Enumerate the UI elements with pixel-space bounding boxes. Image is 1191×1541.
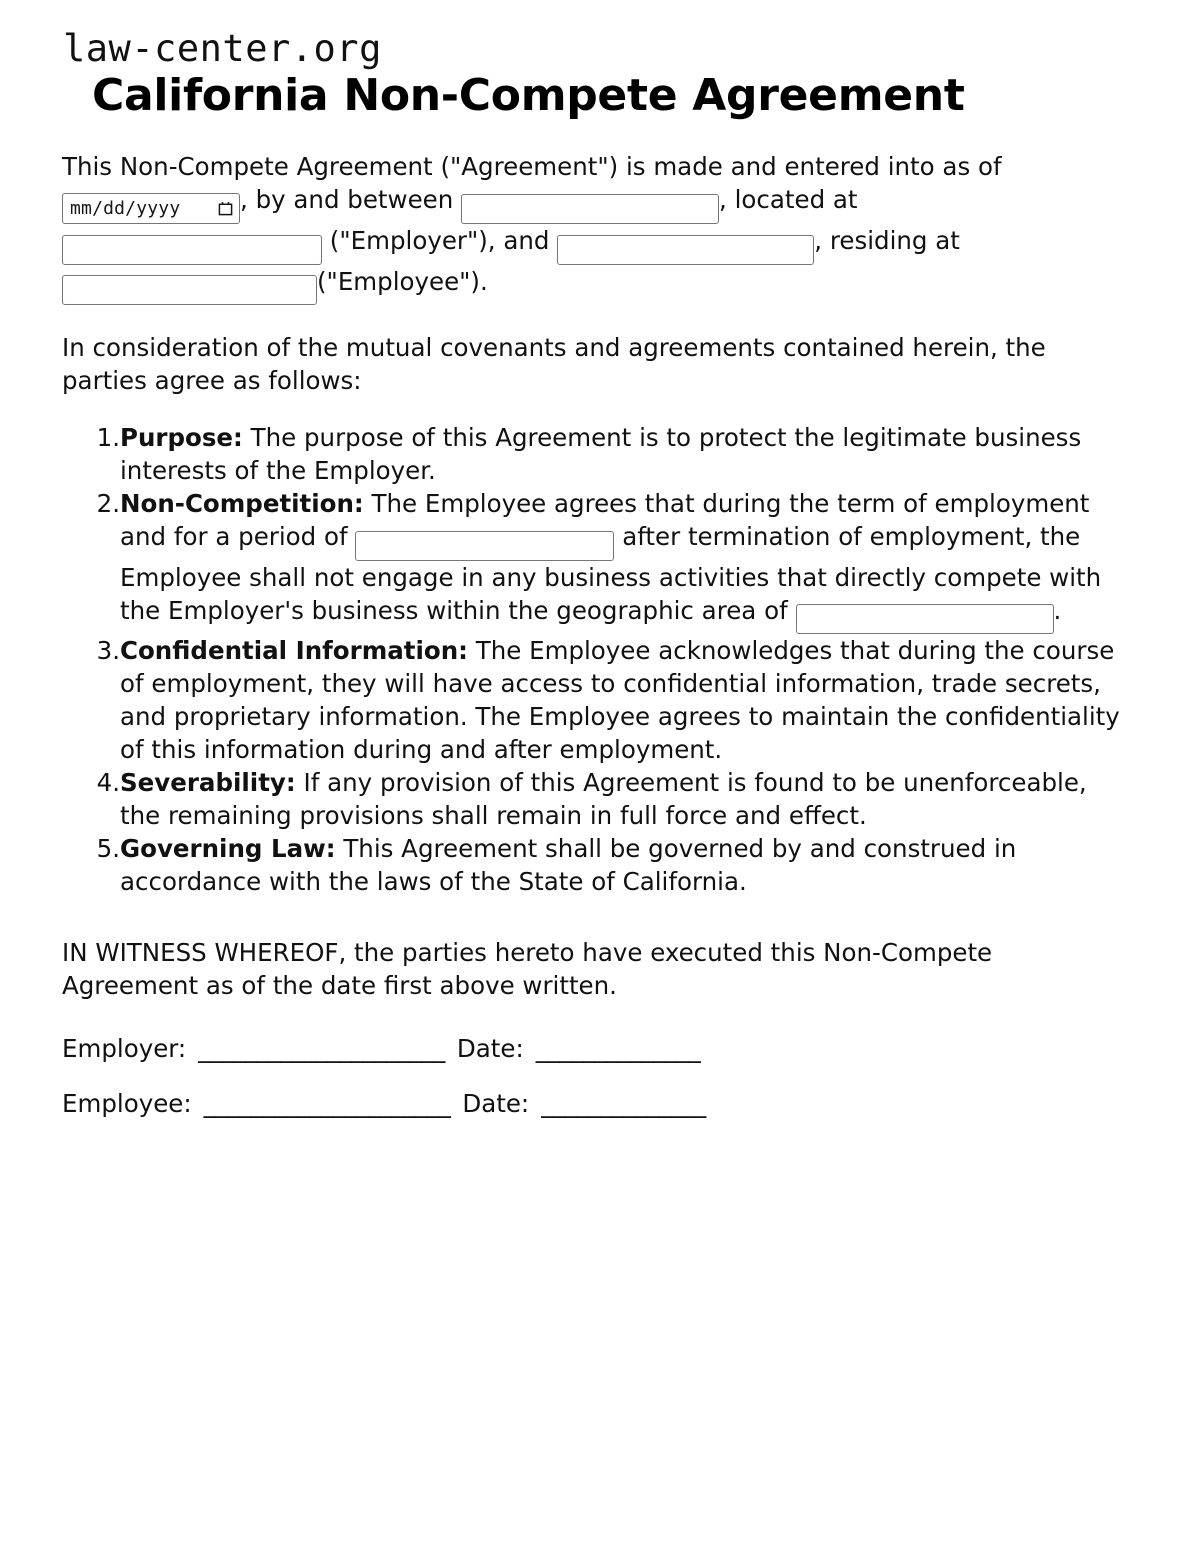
intro-employer-tag: ("Employer"), and <box>329 226 550 256</box>
employer-date-rule: ______________ <box>535 1034 701 1064</box>
clause-non-competition-text-a: The Employee agrees that during the term of employment and for a period of <box>120 489 1090 552</box>
clause-non-competition-text-c: . <box>1053 595 1062 625</box>
intro-after-employee-name: , residing at <box>814 226 960 256</box>
employee-address-input[interactable] <box>62 275 317 305</box>
clause-governing-law-text: This Agreement shall be governed by and construed in accordance with the laws of the State of California. <box>120 834 1017 897</box>
witness-paragraph: IN WITNESS WHEREOF, the parties hereto have executed this Non-Compete Agreement as of the date first above written. <box>62 938 993 1001</box>
clause-confidential-information <box>62 634 1121 766</box>
clause-confidential-information-text: The Employee acknowledges that during the course of employment, they will have access to confidential information, trade secrets, and proprietary information. The Employee agrees to maintain the confidentiality of this information during and after employment. <box>120 636 1120 765</box>
employer-signature-row <box>62 1032 1121 1065</box>
clause-purpose-label: Purpose: <box>120 423 243 453</box>
employee-date-rule: ______________ <box>541 1089 706 1119</box>
intro-line-1: This Non-Compete Agreement ("Agreement") is made and entered into as of <box>62 152 1002 182</box>
employer-address-input[interactable] <box>62 235 322 265</box>
clause-non-competition-text-b: after termination of employment, the Employee shall not engage in any business activities that directly compete with the Employer's business within the geographic area of <box>120 522 1102 625</box>
period-input[interactable] <box>355 531 614 561</box>
intro-paragraph <box>62 150 1121 305</box>
employer-signature-label: Employer: <box>62 1034 187 1064</box>
clause-severability-label: Severability: <box>120 768 296 798</box>
clause-list <box>62 421 1121 898</box>
clause-purpose <box>62 421 1121 487</box>
geographic-area-input[interactable] <box>796 604 1054 634</box>
clause-non-competition-label: Non-Competition: <box>120 489 364 519</box>
employee-name-input[interactable] <box>557 235 814 265</box>
site-name: law-center.org <box>63 27 382 70</box>
agreement-date-placeholder: mm/dd/yyyy <box>70 198 181 220</box>
employer-name-input[interactable] <box>461 194 719 224</box>
employer-signature-rule: _____________________ <box>198 1034 445 1064</box>
clause-confidential-information-label: Confidential Information: <box>120 636 468 666</box>
agreement-date-field[interactable] <box>62 193 240 224</box>
employer-date-label: Date: <box>456 1034 524 1064</box>
clause-governing-law-label: Governing Law: <box>120 834 336 864</box>
clause-non-competition <box>62 487 1121 634</box>
clause-severability-text: If any provision of this Agreement is found to be unenforceable, the remaining provisions shall remain in full force and effect. <box>120 768 1087 831</box>
page-title: California Non-Compete Agreement <box>92 69 965 121</box>
intro-after-employer-name: , located at <box>719 185 858 215</box>
consideration-paragraph: In consideration of the mutual covenants and agreements contained herein, the parties agree as follows: <box>62 333 1046 396</box>
calendar-icon <box>218 201 233 216</box>
employee-date-label: Date: <box>462 1089 530 1119</box>
clause-governing-law <box>62 832 1121 898</box>
employee-signature-row <box>62 1087 1121 1120</box>
employee-signature-rule: _____________________ <box>203 1089 451 1119</box>
intro-employee-tag: ("Employee"). <box>317 266 488 296</box>
clause-purpose-text: The purpose of this Agreement is to protect the legitimate business interests of the Employer. <box>120 423 1082 486</box>
employee-signature-label: Employee: <box>62 1089 192 1119</box>
intro-after-date: , by and between <box>240 185 454 215</box>
clause-severability <box>62 766 1121 832</box>
